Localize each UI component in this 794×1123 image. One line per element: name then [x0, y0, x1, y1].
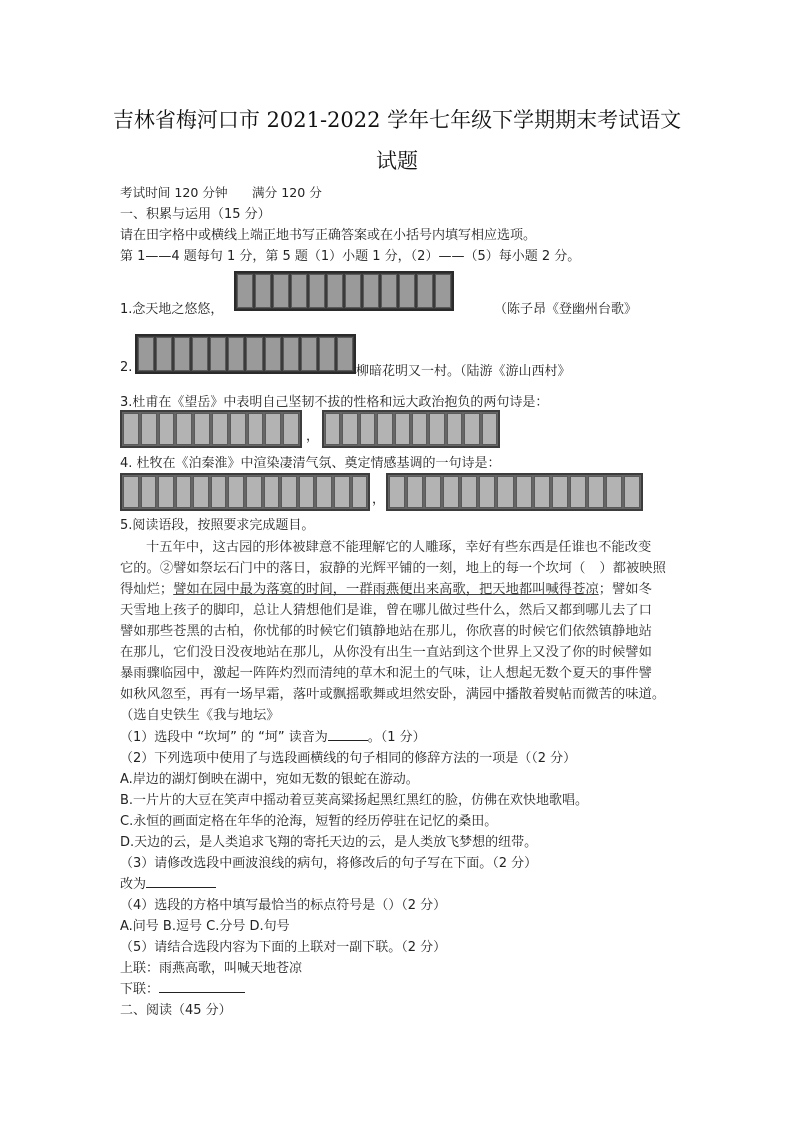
- sub-question-2: （2）下列选项中使用了与选段画横线的句子相同的修辞方法的一项是（（2 分）: [120, 751, 577, 766]
- writing-cell[interactable]: [497, 476, 513, 508]
- writing-cell[interactable]: [273, 274, 289, 308]
- writing-cell[interactable]: [281, 476, 297, 508]
- writing-cell[interactable]: [464, 413, 479, 445]
- passage-text: ）都被映照: [599, 561, 666, 576]
- writing-cell[interactable]: [399, 274, 415, 308]
- writing-cell[interactable]: [395, 413, 410, 445]
- writing-cell[interactable]: [193, 476, 209, 508]
- question-5-heading: 5.阅读语段，按照要求完成题目。: [120, 518, 315, 533]
- q3-comma: ，: [306, 429, 320, 444]
- writing-cell[interactable]: [377, 413, 392, 445]
- writing-cell[interactable]: [230, 413, 246, 445]
- writing-cell[interactable]: [283, 413, 299, 445]
- answer-label: 下联：: [120, 982, 160, 997]
- writing-cell[interactable]: [461, 476, 477, 508]
- passage-source: （选自史铁生《我与地坛》: [120, 708, 280, 723]
- writing-cell[interactable]: [363, 274, 379, 308]
- writing-cell[interactable]: [123, 413, 139, 445]
- question-1-source: （陈子昂《登幽州台歌》: [494, 302, 638, 317]
- option-d: D.天边的云，是人类追求飞翔的寄托天边的云，是人类放飞梦想的纽带。: [120, 835, 538, 850]
- writing-cell[interactable]: [212, 413, 228, 445]
- writing-cell[interactable]: [435, 274, 451, 308]
- writing-cell[interactable]: [248, 413, 264, 445]
- writing-cell[interactable]: [429, 413, 444, 445]
- writing-cell[interactable]: [176, 476, 192, 508]
- question-2-source: 柳暗花明又一村。（陆游《游山西村》: [356, 364, 571, 379]
- writing-cell[interactable]: [389, 476, 405, 508]
- answer-blank[interactable]: [159, 991, 245, 993]
- option-b: B.一片片的大豆在笑声中摇动着豆荚高粱扬起黑红黑红的脸，仿佛在欢快地歌唱。: [120, 793, 589, 808]
- writing-cell[interactable]: [606, 476, 622, 508]
- writing-cell[interactable]: [342, 413, 357, 445]
- section-heading: 一、积累与运用（15 分）: [120, 207, 271, 222]
- writing-cell[interactable]: [141, 413, 157, 445]
- writing-cell[interactable]: [624, 476, 640, 508]
- q3-answer-grid-2[interactable]: [322, 410, 500, 448]
- writing-cell[interactable]: [482, 413, 497, 445]
- q1-answer-grid[interactable]: [234, 271, 454, 311]
- writing-cell[interactable]: [283, 337, 299, 371]
- passage-line: 暴雨骤临园中，激起一阵阵灼烈而清纯的草木和泥土的气味，让人想起无数个夏天的事件譬: [120, 666, 652, 681]
- passage-line: 如秋风忽至，再有一场早霜，落叶或飘摇歌舞或坦然安卧，满园中播散着熨帖而微苦的味道。: [120, 687, 666, 702]
- question-4-text: 4. 杜牧在《泊秦淮》中渲染凄清气氛、奠定情感基调的一句诗是：: [120, 456, 501, 471]
- writing-cell[interactable]: [265, 337, 281, 371]
- exam-score: 满分 120 分: [252, 185, 322, 200]
- writing-cell[interactable]: [141, 476, 157, 508]
- writing-cell[interactable]: [228, 476, 244, 508]
- option-a: A.岸边的湖灯倒映在湖中，宛如无数的银蛇在游动。: [120, 772, 419, 787]
- underlined-sentence: 譬如在园中最为落寞的时间，一群雨燕便出来高歌，把天地都叫喊得苍凉: [173, 582, 599, 597]
- option-c: C.永恒的画面定格在年华的沧海，短暂的经历停驻在记忆的桑田。: [120, 814, 498, 829]
- passage-line: 十五年中，这古园的形体被肆意不能理解它的人雕琢，幸好有些东西是任谁也不能改变: [146, 540, 652, 555]
- passage-line: 天雪地上孩子的脚印，总让人猜想他们是谁，曾在哪儿做过些什么，然后又都到哪儿去了口: [120, 603, 652, 618]
- writing-cell[interactable]: [334, 476, 350, 508]
- writing-cell[interactable]: [412, 413, 427, 445]
- sub-question-text: （1）选段中 “坎坷” 的 “坷” 读音为: [120, 730, 328, 745]
- sub-question-4: （4）选段的方格中填写最恰当的标点符号是（）（2 分）: [120, 898, 447, 913]
- writing-cell[interactable]: [516, 476, 532, 508]
- writing-cell[interactable]: [194, 413, 210, 445]
- sub-question-4-options: A.问号 B.逗号 C.分号 D.句号: [120, 919, 290, 934]
- passage-line: 在那儿，它们没日没夜地站在那儿，从你没有出生一直站到这个世界上又没了你的时候譬如: [120, 645, 652, 660]
- couplet-upper: 上联：雨燕高歌，叫喊天地苍凉: [120, 961, 303, 976]
- writing-cell[interactable]: [447, 413, 462, 445]
- passage-text: 得灿烂；: [120, 582, 174, 597]
- writing-cell[interactable]: [158, 476, 174, 508]
- question-2-number: 2.: [120, 360, 133, 375]
- passage-text: 它的。②譬如祭坛石门中的落日，寂静的光辉平铺的一刻，地上的每一个坎坷（: [120, 561, 586, 576]
- writing-cell[interactable]: [264, 476, 280, 508]
- writing-cell[interactable]: [265, 413, 281, 445]
- passage-line: 譬如那些苍黑的古柏，你忧郁的时候它们镇静地站在那儿，你欣喜的时候它们依然镇静地站: [120, 624, 652, 639]
- writing-cell[interactable]: [176, 413, 192, 445]
- writing-cell[interactable]: [123, 476, 139, 508]
- writing-cell[interactable]: [301, 337, 317, 371]
- writing-cell[interactable]: [192, 337, 208, 371]
- writing-cell[interactable]: [309, 274, 325, 308]
- writing-cell[interactable]: [534, 476, 550, 508]
- writing-cell[interactable]: [417, 274, 433, 308]
- writing-cell[interactable]: [407, 476, 423, 508]
- sub-question-3: （3）请修改选段中画波浪线的病句，将修改后的句子写在下面。（2 分）: [120, 856, 538, 871]
- writing-cell[interactable]: [174, 337, 190, 371]
- passage-line: [120, 557, 666, 576]
- writing-cell[interactable]: [210, 337, 226, 371]
- page-title: 吉林省梅河口市 2021-2022 学年七年级下学期期末考试语文: [112, 108, 682, 132]
- q4-comma: ，: [372, 492, 386, 507]
- q4-answer-grid-2[interactable]: [386, 473, 643, 511]
- exam-time: 考试时间 120 分钟: [120, 185, 228, 200]
- writing-cell[interactable]: [360, 413, 375, 445]
- writing-cell[interactable]: [381, 274, 397, 308]
- sub-question-1: [120, 726, 426, 745]
- page-title-continued: 试题: [376, 149, 418, 173]
- answer-blank[interactable]: [146, 886, 216, 888]
- writing-cell[interactable]: [159, 413, 175, 445]
- sub-question-3-answer: [120, 873, 216, 892]
- section-heading: 二、阅读（45 分）: [120, 1003, 232, 1018]
- writing-cell[interactable]: [352, 476, 368, 508]
- writing-cell[interactable]: [246, 476, 262, 508]
- writing-cell[interactable]: [425, 476, 441, 508]
- couplet-lower: [120, 978, 245, 997]
- writing-cell[interactable]: [291, 274, 307, 308]
- writing-cell[interactable]: [211, 476, 227, 508]
- writing-cell[interactable]: [237, 274, 253, 308]
- writing-cell[interactable]: [319, 337, 335, 371]
- writing-cell[interactable]: [327, 274, 343, 308]
- writing-cell[interactable]: [246, 337, 262, 371]
- passage-text: ；譬如冬: [598, 582, 652, 597]
- writing-cell[interactable]: [325, 413, 340, 445]
- q2-answer-grid[interactable]: [135, 334, 356, 374]
- answer-label: 改为: [120, 877, 147, 892]
- scoring-note: 第 1——4 题每句 1 分，第 5 题（1）小题 1 分，（2）——（5）每小题 2 分。: [120, 249, 581, 264]
- writing-cell[interactable]: [156, 337, 172, 371]
- sub-question-5: （5）请结合选段内容为下面的上联对一副下联。（2 分）: [120, 940, 447, 955]
- writing-cell[interactable]: [316, 476, 332, 508]
- writing-cell[interactable]: [138, 337, 154, 371]
- question-1-prefix: 1.念天地之悠悠，: [120, 302, 224, 317]
- writing-cell[interactable]: [345, 274, 361, 308]
- sub-question-score: 。（1 分）: [367, 730, 426, 745]
- writing-cell[interactable]: [299, 476, 315, 508]
- writing-cell[interactable]: [570, 476, 586, 508]
- writing-cell[interactable]: [552, 476, 568, 508]
- q3-answer-grid-1[interactable]: [120, 410, 302, 448]
- writing-cell[interactable]: [255, 274, 271, 308]
- passage-line: [120, 578, 652, 597]
- writing-cell[interactable]: [588, 476, 604, 508]
- section-instruction: 请在田字格中或横线上端正地书写正确答案或在小括号内填写相应选项。: [120, 228, 537, 243]
- q4-answer-grid-1[interactable]: [120, 473, 370, 511]
- answer-blank[interactable]: [328, 739, 368, 741]
- writing-cell[interactable]: [228, 337, 244, 371]
- writing-cell[interactable]: [337, 337, 353, 371]
- writing-cell[interactable]: [443, 476, 459, 508]
- question-3-text: 3.杜甫在《望岳》中表明自己坚韧不拔的性格和远大政治抱负的两句诗是：: [120, 395, 549, 410]
- writing-cell[interactable]: [479, 476, 495, 508]
